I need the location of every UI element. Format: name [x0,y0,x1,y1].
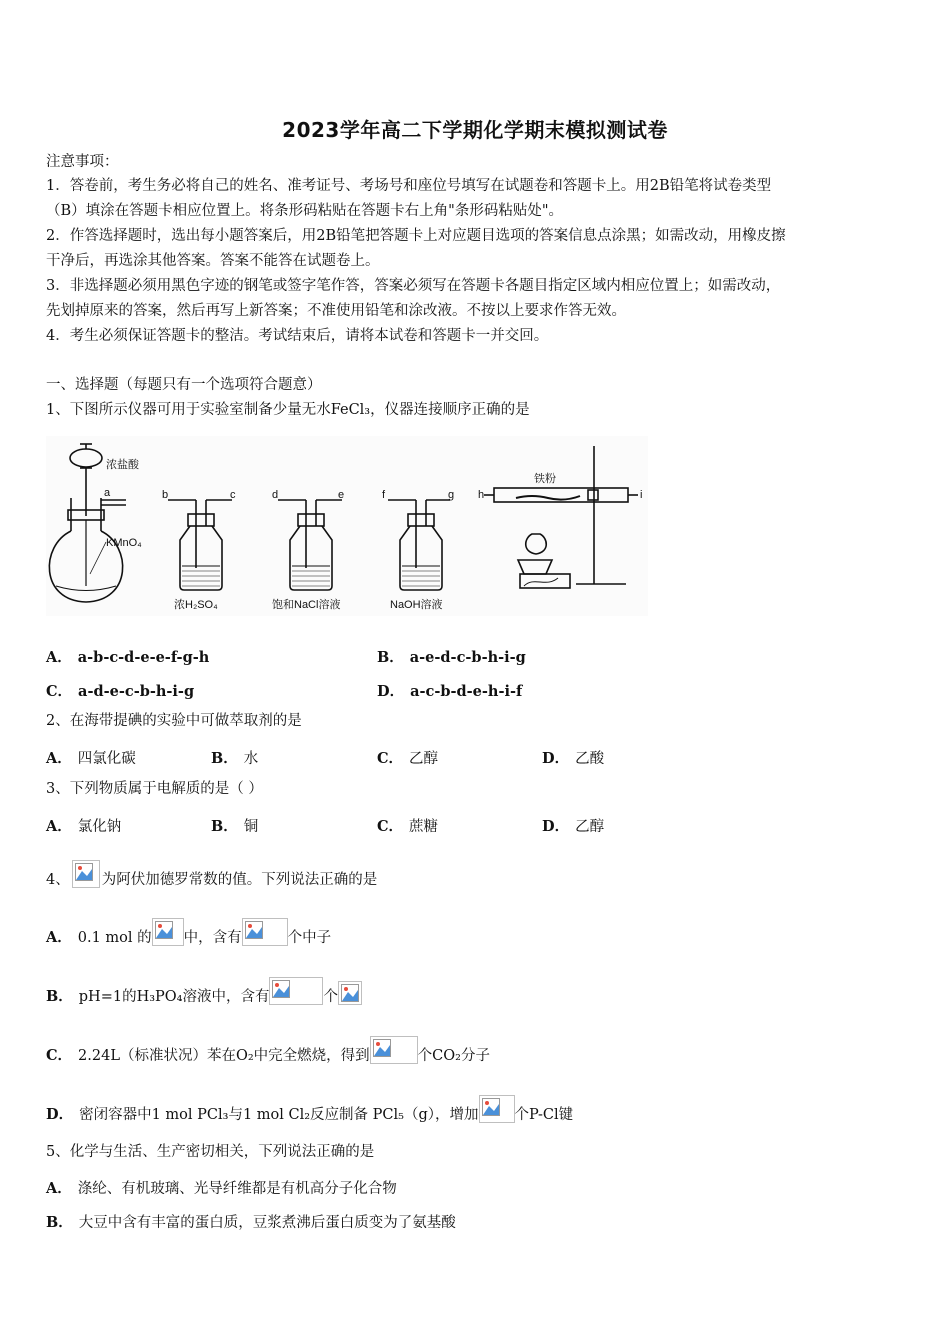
q3-option-d[interactable]: D． 乙醇 [542,818,605,835]
question-1-stem: 1、下图所示仪器可用于实验室制备少量无水FeCl₃，仪器连接顺序正确的是 [46,402,530,418]
q1-option-d[interactable]: D． a-c-b-d-e-h-i-f [377,683,523,700]
label-kmno4: KMnO₄ [106,537,142,549]
label-bottle-2: 饱和NaCl溶液 [272,599,341,611]
notice-line: 4．考生必须保证答题卡的整洁。考试结束后，请将本试卷和答题卡一并交回。 [46,328,549,344]
port-b: b [162,489,169,501]
broken-image-icon [338,981,362,1005]
q4-option-d[interactable]: D． 密闭容器中1 mol PCl₃与1 mol Cl₂反应制备 PCl₅（g），增加 个P-Cl键 [46,1095,573,1124]
port-h: h [478,489,485,501]
q1-option-a[interactable]: A． a-b-c-d-e-e-f-g-h [46,649,210,666]
broken-image-icon [370,1036,418,1064]
broken-image-icon [72,860,100,888]
notice-heading: 注意事项： [46,154,119,170]
section-heading: 一、选择题（每题只有一个选项符合题意） [46,377,322,393]
q5-option-a[interactable]: A． 涤纶、有机玻璃、光导纤维都是有机高分子化合物 [46,1180,397,1197]
q4-option-c[interactable]: C． 2.24L（标准状况）苯在O₂中完全燃烧，得到 个CO₂分子 [46,1036,490,1065]
question-2-stem: 2、在海带提碘的实验中可做萃取剂的是 [46,713,302,729]
broken-image-icon [152,918,184,946]
q2-option-c[interactable]: C． 乙醇 [377,750,439,767]
question-5-stem: 5、化学与生活、生产密切相关，下列说法正确的是 [46,1144,375,1160]
notice-line: 3．非选择题必须用黑色字迹的钢笔或签字笔作答，答案必须写在答题卡各题目指定区域内相应位置上；如需改动， [46,278,781,294]
port-e: e [338,489,345,501]
q5-option-b[interactable]: B． 大豆中含有丰富的蛋白质，豆浆煮沸后蛋白质变为了氨基酸 [46,1214,456,1231]
notice-line: 先划掉原来的答案，然后再写上新答案；不准使用铅笔和涂改液。不按以上要求作答无效。 [46,303,626,319]
broken-image-icon [479,1095,515,1123]
q4-option-a[interactable]: A． 0.1 mol 的 中，含有 个中子 [46,918,331,947]
notice-line: 干净后，再选涂其他答案。答案不能答在试题卷上。 [46,253,380,269]
q2-option-d[interactable]: D． 乙酸 [542,750,605,767]
q1-option-b[interactable]: B． a-e-d-c-b-h-i-g [377,649,526,666]
broken-image-icon [269,977,323,1005]
page-title: 2023学年高二下学期化学期末模拟测试卷 [282,118,668,142]
question-4-stem: 4、 为阿伏加德罗常数的值。下列说法正确的是 [46,860,377,889]
q3-option-c[interactable]: C． 蔗糖 [377,818,439,835]
port-c: c [230,489,236,501]
q1-option-c[interactable]: C． a-d-e-c-b-h-i-g [46,683,195,700]
q2-option-a[interactable]: A． 四氯化碳 [46,750,136,767]
notice-line: 1．答卷前，考生务必将自己的姓名、准考证号、考场号和座位号填写在试题卷和答题卡上。用2B铅笔将试卷类型 [46,178,772,194]
port-i: i [640,489,643,501]
q4-option-b[interactable]: B． pH=1的H₃PO₄溶液中，含有 个 [46,977,362,1006]
q2-option-b[interactable]: B． 水 [211,750,259,767]
port-f: f [382,489,386,501]
question-3-stem: 3、下列物质属于电解质的是（ ） [46,781,263,797]
label-iron-powder: 铁粉 [534,473,556,485]
port-g: g [448,489,455,501]
broken-image-icon [242,918,288,946]
label-conc-hcl: 浓盐酸 [106,459,139,471]
apparatus-figure [46,436,648,616]
label-bottle-1: 浓H₂SO₄ [174,599,218,611]
q3-option-a[interactable]: A． 氯化钠 [46,818,122,835]
port-d: d [272,489,279,501]
notice-line: 2．作答选择题时，选出每小题答案后，用2B铅笔把答题卡上对应题目选项的答案信息点涂黑；如需改动，用橡皮擦 [46,228,786,244]
notice-line: （B）填涂在答题卡相应位置上。将条形码粘贴在答题卡右上角"条形码粘贴处"。 [46,203,563,219]
q3-option-b[interactable]: B． 铜 [211,818,259,835]
label-bottle-3: NaOH溶液 [390,599,443,611]
port-a: a [104,487,111,499]
